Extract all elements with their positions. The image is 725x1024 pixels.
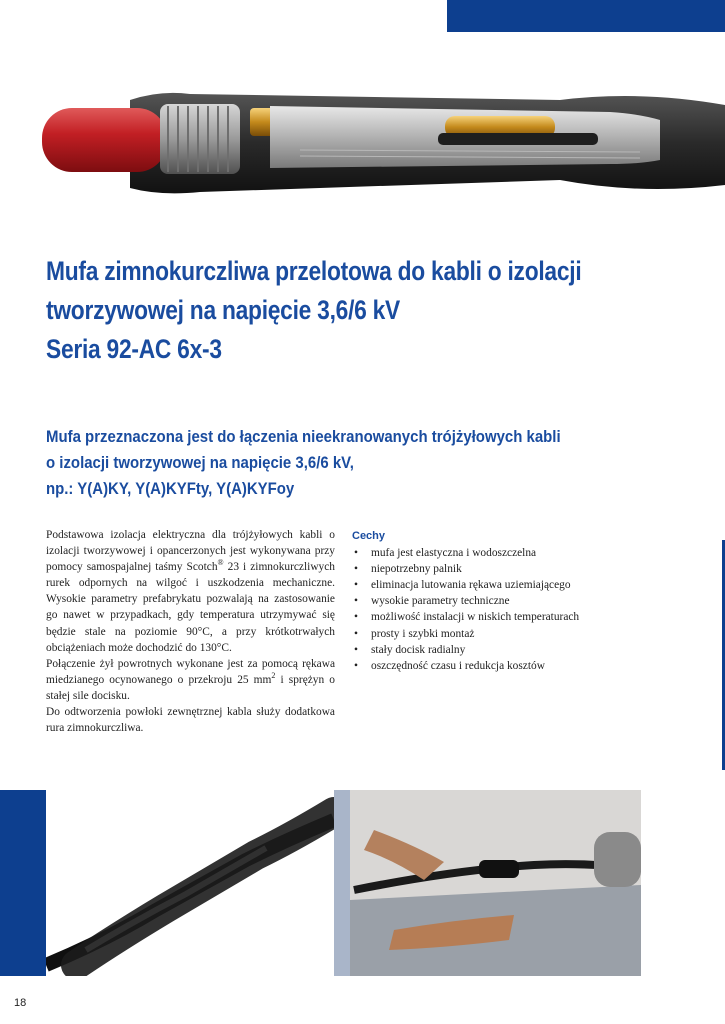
page-title (46, 252, 605, 369)
subtitle-line: o izolacji tworzywowej na napięcie 3,6/6 kV, (46, 453, 354, 472)
paragraph: Podstawowa izolacja elektryczna dla trójżyłowych kabli o izolacji tworzywowej i opancerzonych jest wykonywana przy pomocy samospajalnej taśmy Scotch® 23 i zimnokurczliwych rurek odpornych na wilgoć i uszkodzenia mechaniczne. Wysokie parametry prefabrykatu pozwalają na zastosowanie go nawet w przypadkach, gdy temperatura utrzymywać się będzie stale na poziomie 90°C, a przy krótkotrwałych obciążeniach może dochodzić do 130°C. (46, 529, 335, 654)
feature-item: • niepotrzebny palnik (352, 561, 652, 577)
installation-photo (334, 790, 641, 976)
title-line: Mufa zimnokurczliwa przelotowa do kabli o izolacji (46, 256, 582, 286)
subtitle-line: np.: Y(A)KY, Y(A)KYFty, Y(A)KYFoy (46, 479, 295, 498)
feature-item: • oszczędność czasu i redukcja kosztów (352, 658, 652, 674)
joint-cross-section-image (0, 60, 725, 230)
feature-item: • mufa jest elastyczna i wodoszczelna (352, 545, 652, 561)
installed-joint-photo (46, 790, 334, 976)
feature-item: • możliwość instalacji w niskich temperaturach (352, 609, 652, 625)
footer-color-bar (0, 790, 46, 976)
feature-item: • eliminacja lutowania rękawa uziemiającego (352, 577, 652, 593)
page-number: 18 (14, 997, 27, 1009)
subtitle-line: Mufa przeznaczona jest do łączenia nieekranowanych trójżyłowych kabli (46, 427, 561, 446)
feature-item: • stały docisk radialny (352, 642, 652, 658)
features-list (352, 528, 652, 674)
header-color-band (447, 0, 725, 32)
paragraph: Połączenie żył powrotnych wykonane jest za pomocą rękawa miedzianego ocynowanego o przekroju 25 $mm^2$ i sprężyn o stałej sile docisku. (46, 657, 335, 702)
description-text (46, 527, 335, 736)
title-line: tworzywowej na napięcie 3,6/6 kV (46, 295, 400, 325)
product-subtitle (46, 424, 644, 502)
features-heading: Cechy (352, 530, 386, 542)
paragraph: Do odtworzenia powłoki zewnętrznej kabla służy dodatkowa rura zimnokurczliwa. (46, 706, 335, 735)
feature-item: • prosty i szybki montaż (352, 626, 652, 642)
feature-item: • wysokie parametry techniczne (352, 593, 652, 609)
title-line: Seria 92-AC 6x-3 (46, 334, 222, 364)
